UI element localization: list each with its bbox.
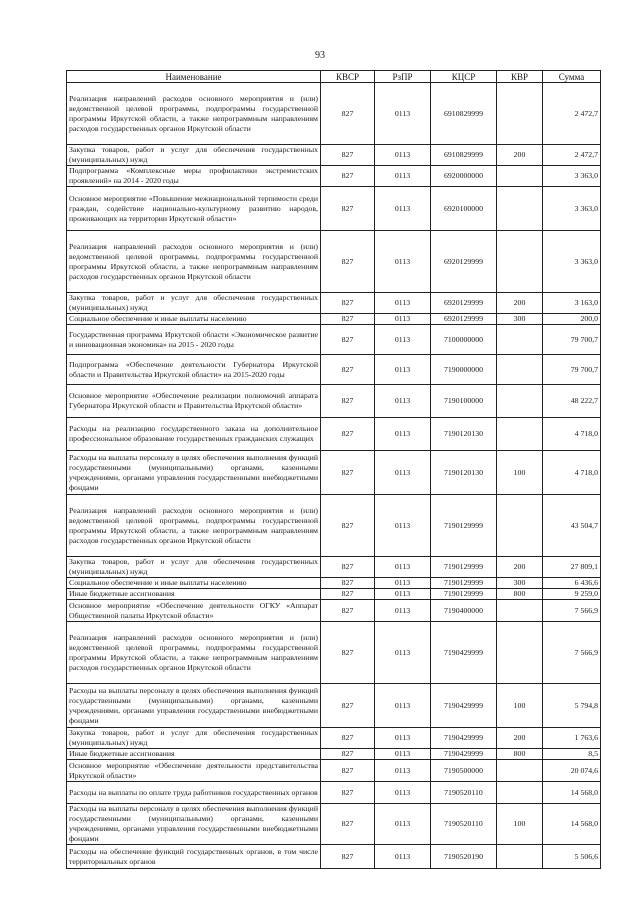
row-kcsr: 7190520110 [431, 804, 497, 845]
row-kvr [497, 760, 543, 782]
row-kcsr: 7190000000 [431, 355, 497, 385]
header-name: Наименование [67, 71, 321, 83]
row-kvr [497, 495, 543, 557]
row-name: Расходы на выплаты персоналу в целях обеспечения выполнения функций государственными (муниципальными) органами, казенными учреждениями, органами управления государственными внебюджетными фондами [67, 451, 321, 495]
row-sum: 2 472,7 [543, 83, 601, 145]
row-name: Основное мероприятие «Обеспечение деятельности представительства Иркутской области» [67, 760, 321, 782]
row-kcsr: 7190129999 [431, 589, 497, 600]
row-rzpr: 0113 [375, 293, 431, 314]
row-kcsr: 7190129999 [431, 495, 497, 557]
budget-table [66, 70, 601, 869]
row-rzpr: 0113 [375, 187, 431, 231]
row-sum: 14 568,0 [543, 804, 601, 845]
row-kvsr: 827 [321, 355, 375, 385]
row-name: Реализация направлений расходов основного мероприятия и (или) ведомственной целевой программы, подпрограммы государственной программы Иркутской области, а также непрограммным направлениям расходов государственных органов Иркутской области [67, 231, 321, 293]
row-sum: 7 566,9 [543, 622, 601, 684]
row-kvsr: 827 [321, 622, 375, 684]
row-sum: 3 363,0 [543, 187, 601, 231]
row-name: Основное мероприятие «Обеспечение реализации полномочий аппарата Губернатора Иркутской области и Правительства Иркутской области» [67, 385, 321, 418]
row-rzpr: 0113 [375, 418, 431, 451]
table-row [67, 622, 601, 684]
table-row [67, 589, 601, 600]
row-kvr [497, 355, 543, 385]
row-kcsr: 7190129999 [431, 557, 497, 578]
row-sum: 3 363,0 [543, 166, 601, 187]
row-rzpr: 0113 [375, 782, 431, 804]
row-kcsr: 6920000000 [431, 166, 497, 187]
row-name: Иные бюджетные ассигнования [67, 749, 321, 760]
row-name: Закупка товаров, работ и услуг для обеспечения государственных (муниципальных) нужд [67, 728, 321, 749]
header-kvr: КВР [497, 71, 543, 83]
table-row [67, 760, 601, 782]
row-kvr [497, 166, 543, 187]
row-kvsr: 827 [321, 145, 375, 166]
header-sum: Сумма [543, 71, 601, 83]
row-kvr [497, 845, 543, 869]
row-name: Закупка товаров, работ и услуг для обеспечения государственных (муниципальных) нужд [67, 145, 321, 166]
row-name: Социальное обеспечение и иные выплаты населению [67, 578, 321, 589]
row-name: Основное мероприятие «Повышение межнациональной терпимости среди граждан, содействие национально-культурному развитию народов, проживающих на территории Иркутской области» [67, 187, 321, 231]
row-sum: 79 700,7 [543, 355, 601, 385]
row-kvsr: 827 [321, 83, 375, 145]
row-kcsr: 7190520190 [431, 845, 497, 869]
row-kcsr: 7190429999 [431, 728, 497, 749]
row-sum: 3 163,0 [543, 293, 601, 314]
row-kvsr: 827 [321, 385, 375, 418]
row-kvr [497, 83, 543, 145]
row-rzpr: 0113 [375, 589, 431, 600]
row-kvr: 100 [497, 804, 543, 845]
row-kvr: 100 [497, 684, 543, 728]
row-kcsr: 7190429999 [431, 622, 497, 684]
row-kcsr: 7190100000 [431, 385, 497, 418]
row-sum: 6 436,6 [543, 578, 601, 589]
row-kcsr: 6910829999 [431, 83, 497, 145]
row-kcsr: 7190429999 [431, 749, 497, 760]
row-kvsr: 827 [321, 578, 375, 589]
table-row [67, 325, 601, 355]
row-rzpr: 0113 [375, 145, 431, 166]
table-row [67, 314, 601, 325]
row-kvsr: 827 [321, 314, 375, 325]
row-kvsr: 827 [321, 760, 375, 782]
row-name: Расходы на реализацию государственного заказа на дополнительное профессиональное образование государственных гражданских служащих [67, 418, 321, 451]
row-kcsr: 7190500000 [431, 760, 497, 782]
page-number: 93 [315, 50, 325, 61]
row-name: Иные бюджетные ассигнования [67, 589, 321, 600]
row-kvsr: 827 [321, 293, 375, 314]
row-kvsr: 827 [321, 728, 375, 749]
row-sum: 4 718,0 [543, 451, 601, 495]
table-row [67, 804, 601, 845]
row-kvsr: 827 [321, 187, 375, 231]
table-row [67, 728, 601, 749]
row-rzpr: 0113 [375, 325, 431, 355]
row-kvr [497, 622, 543, 684]
row-sum: 20 074,6 [543, 760, 601, 782]
row-rzpr: 0113 [375, 578, 431, 589]
row-sum: 4 718,0 [543, 418, 601, 451]
row-kvsr: 827 [321, 557, 375, 578]
table-row [67, 418, 601, 451]
row-rzpr: 0113 [375, 385, 431, 418]
row-name: Расходы на выплаты по оплате труда работников государственных органов [67, 782, 321, 804]
row-kvr [497, 325, 543, 355]
header-kvsr: КВСР [321, 71, 375, 83]
row-rzpr: 0113 [375, 557, 431, 578]
row-kvsr: 827 [321, 600, 375, 622]
row-sum: 8,5 [543, 749, 601, 760]
row-kvr: 300 [497, 578, 543, 589]
row-kvsr: 827 [321, 749, 375, 760]
row-kvr [497, 385, 543, 418]
row-sum: 5 794,8 [543, 684, 601, 728]
table-row [67, 600, 601, 622]
row-kvsr: 827 [321, 418, 375, 451]
row-rzpr: 0113 [375, 749, 431, 760]
row-rzpr: 0113 [375, 728, 431, 749]
row-name: Реализация направлений расходов основного мероприятия и (или) ведомственной целевой программы, подпрограммы государственной программы Иркутской области, а также непрограммным направлениям расходов государственных органов Иркутской области [67, 622, 321, 684]
row-kcsr: 7190520110 [431, 782, 497, 804]
row-rzpr: 0113 [375, 83, 431, 145]
table-row [67, 83, 601, 145]
table-row [67, 293, 601, 314]
row-kcsr: 7190129999 [431, 578, 497, 589]
row-kcsr: 7190400000 [431, 600, 497, 622]
row-kvr [497, 782, 543, 804]
row-name: Подпрограмма «Обеспечение деятельности Губернатора Иркутской области и Правительства Иркутской области» на 2015-2020 годы [67, 355, 321, 385]
row-name: Социальное обеспечение и иные выплаты населению [67, 314, 321, 325]
row-kvsr: 827 [321, 495, 375, 557]
row-name: Основное мероприятие «Обеспечение деятельности ОГКУ «Аппарат Общественной палаты Иркутской области» [67, 600, 321, 622]
row-kvr: 200 [497, 293, 543, 314]
row-kvr [497, 418, 543, 451]
table-header-row [67, 71, 601, 83]
table-row [67, 578, 601, 589]
row-name: Закупка товаров, работ и услуг для обеспечения государственных (муниципальных) нужд [67, 557, 321, 578]
row-kvr [497, 231, 543, 293]
table-row [67, 355, 601, 385]
row-name: Реализация направлений расходов основного мероприятия и (или) ведомственной целевой программы, подпрограммы государственной программы Иркутской области, а также непрограммным направлениям расходов государственных органов Иркутской области [67, 83, 321, 145]
row-sum: 79 700,7 [543, 325, 601, 355]
row-kcsr: 7190120130 [431, 451, 497, 495]
row-kvsr: 827 [321, 589, 375, 600]
row-kcsr: 6920129999 [431, 314, 497, 325]
row-kvsr: 827 [321, 782, 375, 804]
row-sum: 200,0 [543, 314, 601, 325]
row-rzpr: 0113 [375, 600, 431, 622]
row-kvsr: 827 [321, 804, 375, 845]
row-kvsr: 827 [321, 231, 375, 293]
row-sum: 14 568,0 [543, 782, 601, 804]
row-kvsr: 827 [321, 325, 375, 355]
row-kcsr: 7190429999 [431, 684, 497, 728]
table-row [67, 145, 601, 166]
table-row [67, 749, 601, 760]
row-rzpr: 0113 [375, 760, 431, 782]
row-rzpr: 0113 [375, 495, 431, 557]
row-kvr [497, 187, 543, 231]
row-name: Реализация направлений расходов основного мероприятия и (или) ведомственной целевой программы, подпрограммы государственной программы Иркутской области, а также непрограммным направлениям расходов государственных органов Иркутской области [67, 495, 321, 557]
table-row [67, 845, 601, 869]
header-rzpr: РзПР [375, 71, 431, 83]
row-kvsr: 827 [321, 684, 375, 728]
row-kvr: 200 [497, 145, 543, 166]
row-sum: 48 222,7 [543, 385, 601, 418]
row-kvr: 300 [497, 314, 543, 325]
table-row [67, 782, 601, 804]
row-kcsr: 6920100000 [431, 187, 497, 231]
row-kvr [497, 600, 543, 622]
header-kcsr: КЦСР [431, 71, 497, 83]
table-row [67, 451, 601, 495]
row-name: Расходы на обеспечение функций государственных органов, в том числе территориальных органов [67, 845, 321, 869]
row-kvsr: 827 [321, 166, 375, 187]
row-rzpr: 0113 [375, 804, 431, 845]
row-kcsr: 7190120130 [431, 418, 497, 451]
row-rzpr: 0113 [375, 314, 431, 325]
row-kvr: 200 [497, 728, 543, 749]
row-rzpr: 0113 [375, 684, 431, 728]
row-kcsr: 6920129999 [431, 293, 497, 314]
table-row [67, 557, 601, 578]
row-name: Подпрограмма «Комплексные меры профилактики экстремистских проявлений» на 2014 - 2020 годы [67, 166, 321, 187]
row-sum: 1 763,6 [543, 728, 601, 749]
row-kvr: 100 [497, 451, 543, 495]
row-name: Государственная программа Иркутской области «Экономическое развитие и инновационная экономика» на 2015 - 2020 годы [67, 325, 321, 355]
row-sum: 7 566,9 [543, 600, 601, 622]
table-row [67, 385, 601, 418]
row-kvr: 800 [497, 589, 543, 600]
row-sum: 9 259,0 [543, 589, 601, 600]
row-sum: 27 809,1 [543, 557, 601, 578]
row-sum: 43 504,7 [543, 495, 601, 557]
table-row [67, 231, 601, 293]
row-rzpr: 0113 [375, 355, 431, 385]
row-rzpr: 0113 [375, 845, 431, 869]
row-rzpr: 0113 [375, 231, 431, 293]
row-name: Расходы на выплаты персоналу в целях обеспечения выполнения функций государственными (муниципальными) органами, казенными учреждениями, органами управления государственными внебюджетными фондами [67, 804, 321, 845]
row-rzpr: 0113 [375, 451, 431, 495]
row-sum: 5 506,6 [543, 845, 601, 869]
row-name: Закупка товаров, работ и услуг для обеспечения государственных (муниципальных) нужд [67, 293, 321, 314]
row-sum: 3 363,0 [543, 231, 601, 293]
row-kvsr: 827 [321, 451, 375, 495]
row-kvsr: 827 [321, 845, 375, 869]
row-name: Расходы на выплаты персоналу в целях обеспечения выполнения функций государственными (муниципальными) органами, казенными учреждениями, органами управления государственными внебюджетными фондами [67, 684, 321, 728]
table-row [67, 187, 601, 231]
row-sum: 2 472,7 [543, 145, 601, 166]
table-row [67, 684, 601, 728]
table-row [67, 495, 601, 557]
row-kcsr: 6910829999 [431, 145, 497, 166]
row-kvr: 200 [497, 557, 543, 578]
table-row [67, 166, 601, 187]
row-rzpr: 0113 [375, 622, 431, 684]
row-kvr: 800 [497, 749, 543, 760]
row-rzpr: 0113 [375, 166, 431, 187]
row-kcsr: 6920129999 [431, 231, 497, 293]
row-kcsr: 7100000000 [431, 325, 497, 355]
